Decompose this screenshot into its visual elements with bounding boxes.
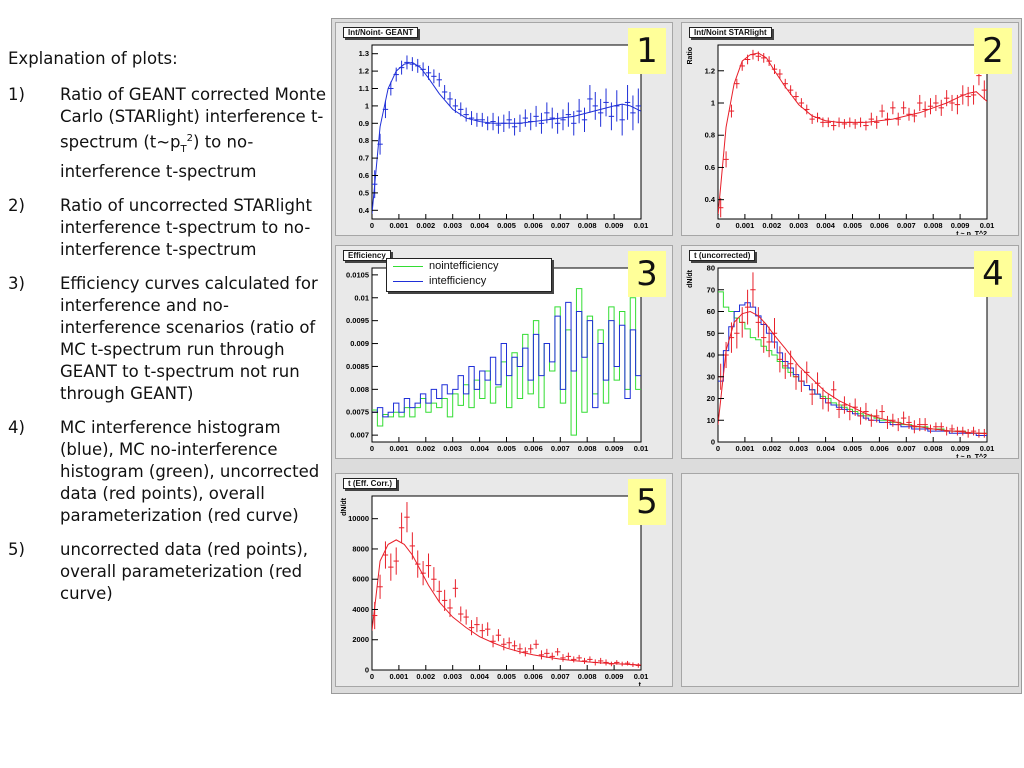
x-tick-label: 0.009 xyxy=(604,221,624,230)
y-tick-label: 0.6 xyxy=(358,171,369,180)
x-tick-label: 0.005 xyxy=(497,444,516,453)
y-tick-label: 1.3 xyxy=(358,49,369,59)
explanation-item xyxy=(8,195,326,261)
item-number: 3) xyxy=(8,273,25,293)
item-text: uncorrected data (red points), overall parameterization (red curve) xyxy=(60,539,309,603)
y-tick-label: 0.01 xyxy=(354,293,369,303)
plot-2-svg xyxy=(682,23,1019,236)
x-tick-label: 0.004 xyxy=(816,444,835,453)
y-tick-label: 1.2 xyxy=(704,66,715,76)
plot-frame xyxy=(718,268,987,442)
plot-1-svg xyxy=(336,23,673,236)
x-tick-label: 0.005 xyxy=(843,221,862,230)
item-text: Ratio of uncorrected STARlight interference t-spectrum to no-interference t-spectrum xyxy=(60,195,312,259)
y-tick-label: 30 xyxy=(706,372,715,382)
x-tick-label: 0 xyxy=(715,444,721,453)
x-tick-label: 0.007 xyxy=(550,444,570,453)
y-tick-label: 0.4 xyxy=(704,195,715,205)
x-tick-label: 0.009 xyxy=(950,444,970,453)
legend-swatch xyxy=(393,266,423,267)
explanation-item xyxy=(8,84,326,183)
y-axis-label: dN/dt xyxy=(341,498,348,516)
x-tick-label: 0.004 xyxy=(470,444,489,453)
x-tick-label: 0.001 xyxy=(735,221,755,230)
x-tick-label: 0.01 xyxy=(633,672,649,681)
x-tick-label: 0.001 xyxy=(389,672,409,681)
y-tick-label: 2000 xyxy=(352,635,369,645)
y-tick-label: 10 xyxy=(706,415,715,425)
x-tick-label: 0.002 xyxy=(762,221,782,230)
y-tick-label: 0.0105 xyxy=(346,270,369,280)
y-tick-label: 1 xyxy=(710,98,715,108)
plot-number-badge: 1 xyxy=(628,28,666,74)
x-tick-label: 0.002 xyxy=(416,444,436,453)
x-tick-label: 0.006 xyxy=(524,672,543,681)
plot-frame xyxy=(718,45,987,219)
explanation-item xyxy=(8,539,326,605)
x-tick-label: 0.003 xyxy=(789,221,809,230)
x-tick-label: 0.006 xyxy=(524,221,543,230)
x-tick-label: 0.007 xyxy=(896,221,916,230)
x-tick-label: 0.008 xyxy=(923,444,943,453)
x-tick-label: 0.003 xyxy=(443,672,463,681)
y-tick-label: 0.8 xyxy=(358,136,369,146)
x-tick-label: 0.002 xyxy=(416,672,436,681)
plot-pad-4[interactable] xyxy=(681,245,1019,459)
plot-pad-empty[interactable] xyxy=(681,473,1019,687)
item-text-part: Ratio of GEANT corrected Monte Carlo (STARlight) interference t-spectrum (t~p xyxy=(60,85,326,152)
y-tick-label: 6000 xyxy=(352,574,369,584)
x-tick-label: 0.003 xyxy=(789,444,809,453)
plot-number-badge: 3 xyxy=(628,251,666,297)
x-tick-label: 0.009 xyxy=(604,444,624,453)
x-tick-label: 0.001 xyxy=(389,444,409,453)
explanation-item xyxy=(8,273,326,405)
y-tick-label: 0.0085 xyxy=(346,361,369,371)
item-number: 2) xyxy=(8,195,25,215)
y-tick-label: 10000 xyxy=(348,514,369,524)
x-tick-label: 0.01 xyxy=(633,221,649,230)
x-tick-label: 0 xyxy=(715,221,721,230)
y-tick-label: 50 xyxy=(706,328,715,338)
item-number: 1) xyxy=(8,85,25,104)
x-tick-label: 0.003 xyxy=(443,444,463,453)
legend xyxy=(386,258,552,292)
item-text-part: ) to no-interference t-spectrum xyxy=(60,132,257,181)
x-tick-label: 0.01 xyxy=(979,221,995,230)
y-tick-label: 80 xyxy=(706,263,715,273)
y-tick-label: 70 xyxy=(706,285,715,295)
plot-4-svg xyxy=(682,246,1019,459)
plot-5-svg xyxy=(336,474,673,687)
y-tick-label: 1.1 xyxy=(358,84,369,93)
x-tick-label: 0.01 xyxy=(633,444,649,453)
x-tick-label: 0.002 xyxy=(416,221,436,230)
y-tick-label: 0.5 xyxy=(358,188,369,198)
x-tick-label: 0.006 xyxy=(870,444,889,453)
x-axis-label: t ~ p_T^2 xyxy=(956,231,987,237)
explanation-list xyxy=(8,84,326,605)
x-tick-label: 0.008 xyxy=(577,221,597,230)
x-tick-label: 0.001 xyxy=(735,444,755,453)
explanation-heading: Explanation of plots: xyxy=(8,49,178,68)
x-tick-label: 0 xyxy=(369,672,375,681)
x-tick-label: 0.008 xyxy=(577,444,597,453)
item-number: 4) xyxy=(8,417,25,437)
x-tick-label: 0.009 xyxy=(604,672,624,681)
plot-title: t (uncorrected) xyxy=(689,250,755,261)
y-tick-label: 0.4 xyxy=(358,205,369,215)
plot-number-badge: 4 xyxy=(974,251,1012,297)
y-tick-label: 4000 xyxy=(352,604,369,614)
y-tick-label: 60 xyxy=(706,307,715,316)
plot-title: Efficiency xyxy=(343,250,391,261)
x-tick-label: 0.007 xyxy=(550,672,570,681)
plot-number-badge: 5 xyxy=(628,479,666,525)
x-tick-label: 0.001 xyxy=(389,221,409,230)
x-tick-label: 0.007 xyxy=(550,221,570,230)
item-text-superscript: 2 xyxy=(186,133,194,144)
y-tick-label: 1.2 xyxy=(358,66,369,76)
plot-title: Int/Noint- GEANT xyxy=(343,27,418,38)
y-tick-label: 0.7 xyxy=(358,153,369,163)
x-tick-label: 0.009 xyxy=(950,221,970,230)
plot-pad-2[interactable] xyxy=(681,22,1019,236)
x-tick-label: 0.005 xyxy=(497,672,516,681)
x-tick-label: 0.01 xyxy=(979,444,995,453)
y-tick-label: 0 xyxy=(364,665,369,675)
y-tick-label: 0.007 xyxy=(350,430,369,440)
x-tick-label: 0.005 xyxy=(843,444,862,453)
plot-title: t (Eff. Corr.) xyxy=(343,478,397,489)
plot-pad-3[interactable] xyxy=(335,245,673,459)
legend-label: intefficiency xyxy=(429,275,487,287)
plot-pad-1[interactable] xyxy=(335,22,673,236)
x-tick-label: 0.003 xyxy=(443,221,463,230)
legend-label: nointefficiency xyxy=(429,260,499,272)
y-tick-label: 20 xyxy=(706,394,715,403)
y-axis-label: Ratio xyxy=(687,47,694,65)
y-tick-label: 0.0075 xyxy=(346,407,369,417)
x-tick-label: 0.006 xyxy=(524,444,543,453)
item-text-subscript: T xyxy=(180,143,187,155)
x-tick-label: 0.004 xyxy=(470,672,489,681)
x-tick-label: 0.008 xyxy=(923,221,943,230)
x-axis-label: t xyxy=(638,682,641,688)
y-tick-label: 1 xyxy=(364,101,369,111)
explanation-panel xyxy=(8,48,326,617)
y-tick-label: 8000 xyxy=(352,544,369,554)
item-text: MC interference histogram (blue), MC no-interference histogram (green), uncorrected data (red points), overall parameterization (red curve) xyxy=(60,417,320,525)
item-text: Efficiency curves calculated for interference and no-interference scenarios (ratio of MC t-spectrum run through GEANT to t-spectrum not run through GEANT) xyxy=(60,273,318,403)
plot-number-badge: 2 xyxy=(974,28,1012,74)
plot-pad-5[interactable] xyxy=(335,473,673,687)
legend-item xyxy=(387,259,551,274)
item-number: 5) xyxy=(8,539,25,559)
y-tick-label: 0.8 xyxy=(704,130,715,140)
y-tick-label: 40 xyxy=(706,350,715,360)
y-axis-label: dN/dt xyxy=(687,270,694,288)
y-tick-label: 0 xyxy=(710,437,715,447)
y-tick-label: 0.008 xyxy=(350,384,369,394)
x-tick-label: 0.004 xyxy=(816,221,835,230)
plot-canvas xyxy=(331,18,1022,694)
plot-title: Int/Noint STARlight xyxy=(689,27,772,38)
y-tick-label: 0.6 xyxy=(704,162,715,172)
x-tick-label: 0.007 xyxy=(896,444,916,453)
x-tick-label: 0.004 xyxy=(470,221,489,230)
y-tick-label: 0.0095 xyxy=(346,316,369,326)
y-tick-label: 0.9 xyxy=(358,118,369,128)
x-tick-label: 0.005 xyxy=(497,221,516,230)
x-tick-label: 0.008 xyxy=(577,672,597,681)
item-text xyxy=(60,84,326,183)
x-tick-label: 0.006 xyxy=(870,221,889,230)
x-tick-label: 0.002 xyxy=(762,444,782,453)
y-tick-label: 0.009 xyxy=(350,339,369,349)
x-tick-label: 0 xyxy=(369,444,375,453)
x-tick-label: 0 xyxy=(369,221,375,230)
explanation-item xyxy=(8,417,326,527)
legend-item xyxy=(387,274,551,289)
legend-swatch xyxy=(393,281,423,282)
x-axis-label: t ~ p_T^2 xyxy=(956,454,987,460)
